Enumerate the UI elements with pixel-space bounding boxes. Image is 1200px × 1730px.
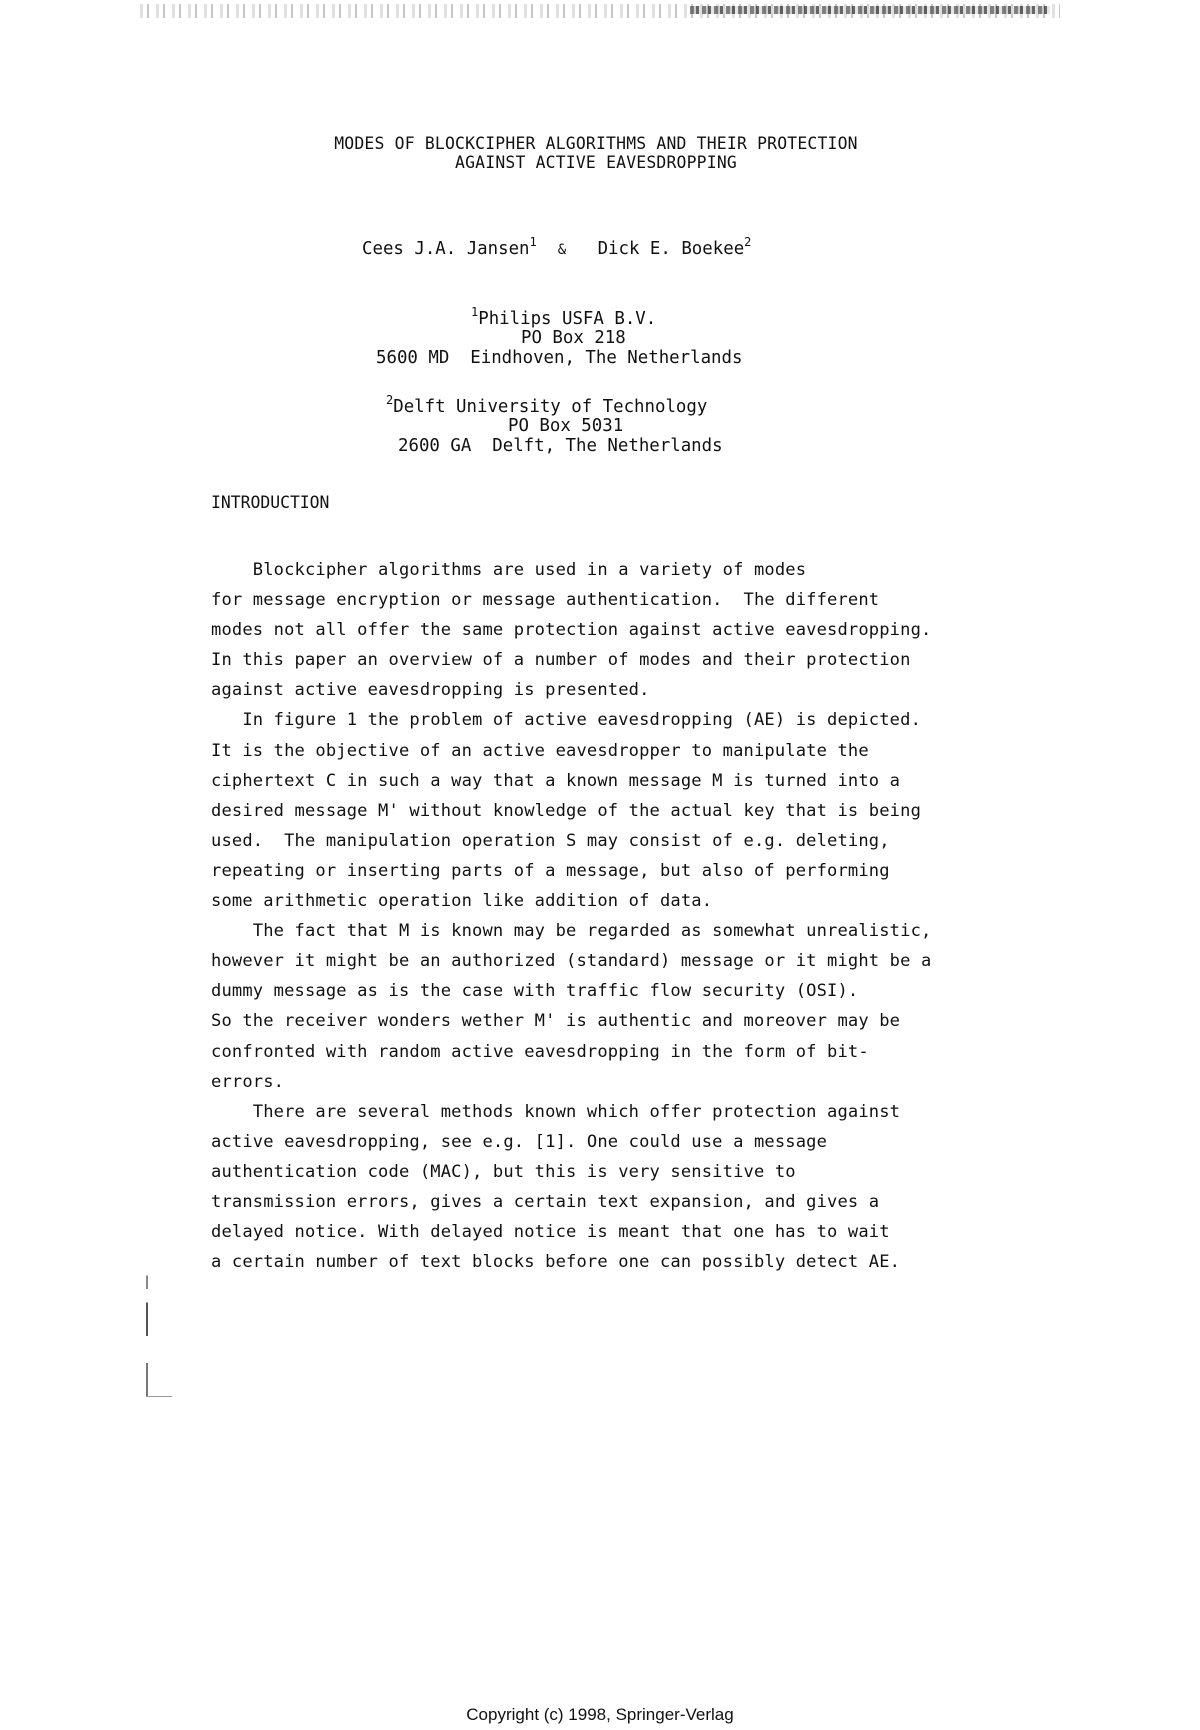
affiliation-1-box: PO Box 218 [521,328,626,348]
body-line: a certain number of text blocks before one can possibly detect AE. [211,1252,901,1273]
author-2-mark: 2 [744,235,752,249]
affiliation-2-name: $^2$Delft University of Technology [386,393,708,417]
affiliation-2-city [398,436,723,456]
body-line: used. The manipulation operation S may consist of e.g. deleting, [211,830,890,851]
body-line: delayed notice. With delayed notice is meant that one has to wait [211,1222,890,1243]
body-line: It is the objective of an active eavesdropper to manipulate the [211,740,869,761]
introduction-body [211,555,1031,1277]
author-separator: & [557,242,567,258]
body-line: some arithmetic operation like addition of data. [211,891,713,912]
body-line: So the receiver wonders wether M' is authentic and moreover may be [211,1011,901,1032]
body-line: desired message M' without knowledge of the actual key that is being [211,800,922,821]
body-line: dummy message as is the case with traffic flow security (OSI). [211,981,859,1002]
margin-scan-mark [146,1262,148,1397]
affiliation-1-name: $^1$Philips USFA B.V. [471,305,657,329]
body-line: There are several methods known which offer protection against [211,1101,901,1122]
body-line: transmission errors, gives a certain text expansion, and gives a [211,1191,880,1212]
copyright-footer: Copyright (c) 1998, Springer-Verlag [466,1705,734,1724]
body-line: against active eavesdropping is presented. [211,680,650,701]
body-line: repeating or inserting parts of a message, but also of performing [211,860,890,881]
section-heading: INTRODUCTION [211,493,330,512]
affiliation-1-postcode: 5600 MD [376,348,450,368]
body-line: however it might be an authorized (standard) message or it might be a [211,951,932,972]
paper-title-line-1: MODES OF BLOCKCIPHER ALGORITHMS AND THEIR PROTECTION [334,134,858,153]
affiliation-1-mark: 1 [471,305,479,319]
body-line: authentication code (MAC), but this is very sensitive to [211,1161,796,1182]
affiliation-1-city [376,348,742,368]
body-line: errors. [211,1071,285,1092]
author-2-name: Dick E. Boekee [597,239,745,259]
body-line: The fact that M is known may be regarded as somewhat unrealistic, [211,921,932,942]
author-1-mark: 1 [529,235,537,249]
affiliation-1-city-name: Eindhoven, The Netherlands [470,348,743,368]
author-line [362,235,752,260]
affiliation-2-city-name: Delft, The Netherlands [492,436,723,456]
scan-artifact-top-dark [690,6,1050,14]
body-line: Blockcipher algorithms are used in a variety of modes [211,560,807,580]
body-line: confronted with random active eavesdropping in the form of bit- [211,1041,869,1062]
body-line: modes not all offer the same protection against active eavesdropping. [211,620,932,641]
body-line: for message encryption or message authentication. The different [211,590,880,611]
body-line: ciphertext C in such a way that a known message M is turned into a [211,770,901,791]
body-line: In this paper an overview of a number of modes and their protection [211,650,911,671]
affiliation-2-mark: 2 [386,393,394,407]
author-1-name: Cees J.A. Jansen [362,239,530,259]
paper-title-line-2: AGAINST ACTIVE EAVESDROPPING [455,153,737,172]
body-line: In figure 1 the problem of active eavesdropping (AE) is depicted. [211,710,922,731]
margin-scan-foot [146,1396,172,1397]
affiliation-2-box: PO Box 5031 [508,416,624,436]
body-line: active eavesdropping, see e.g. [1]. One could use a message [211,1131,828,1152]
affiliation-2-postcode: 2600 GA [398,436,472,456]
